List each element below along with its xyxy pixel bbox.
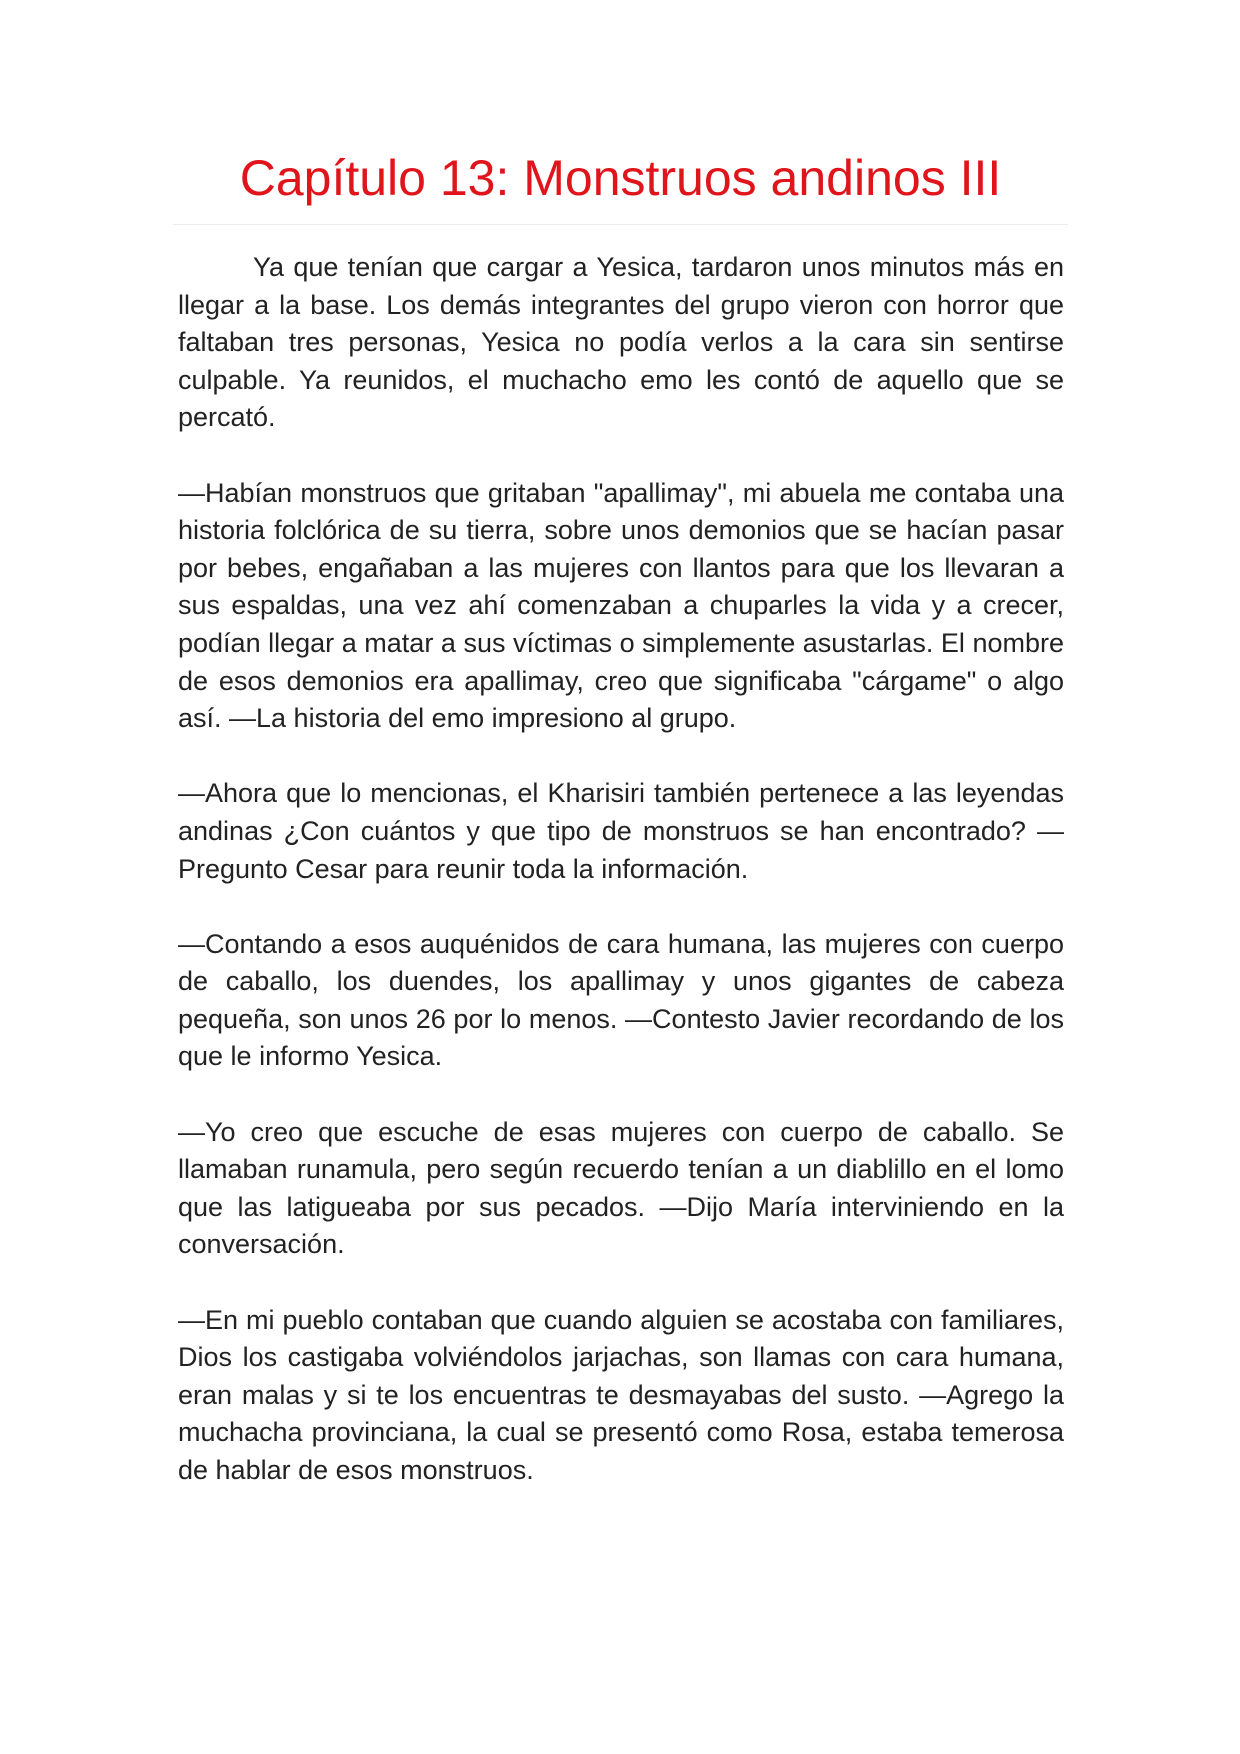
paragraph-2: —Habían monstruos que gritaban "apallimay", mi abuela me contaba una historia folclórica de su tierra, sobre unos demonios que se hacían pasar por bebes, engañaban a las mujeres con llantos para que los llevaran a sus espaldas, una vez ahí comenzaban a chuparles la vida y a crecer, podían llegar a matar a sus víctimas o simplemente asustarlas. El nombre de esos demonios era apallimay, creo que significaba "cárgame" o algo así. —La historia del emo impresiono al grupo.: [178, 477, 1064, 734]
title-divider: [173, 224, 1068, 225]
paragraph-1: Ya que tenían que cargar a Yesica, tardaron unos minutos más en llegar a la base. Los demás integrantes del grupo vieron con horror que faltaban tres personas, Yesica no podía verlos a la cara sin sentirse culpable. Ya reunidos, el muchacho emo les contó de aquello que se percató.: [178, 252, 1064, 433]
chapter-body: [178, 249, 1064, 1527]
paragraph-6: —En mi pueblo contaban que cuando alguien se acostaba con familiares, Dios los castigaba volviéndolos jarjachas, son llamas con cara humana, eran malas y si te los encuentras te desmayabas del susto. —Agrego la muchacha provinciana, la cual se presentó como Rosa, estaba temerosa de hablar de esos monstruos.: [178, 1304, 1064, 1485]
chapter-title: Capítulo 13: Monstruos andinos III: [239, 150, 1002, 206]
paragraph-3: —Ahora que lo mencionas, el Kharisiri también pertenece a las leyendas andinas ¿Con cuántos y que tipo de monstruos se han encontrado? —Pregunto Cesar para reunir toda la información.: [178, 778, 1064, 884]
paragraph-5: —Yo creo que escuche de esas mujeres con cuerpo de caballo. Se llamaban runamula, pero según recuerdo tenían a un diablillo en el lomo que las latigueaba por sus pecados. —Dijo María interviniendo en la conversación.: [178, 1116, 1064, 1260]
paragraph-4: —Contando a esos auquénidos de cara humana, las mujeres con cuerpo de caballo, los duendes, los apallimay y unos gigantes de cabeza pequeña, son unos 26 por lo menos. —Contesto Javier recordando de los que le informo Yesica.: [178, 928, 1064, 1072]
